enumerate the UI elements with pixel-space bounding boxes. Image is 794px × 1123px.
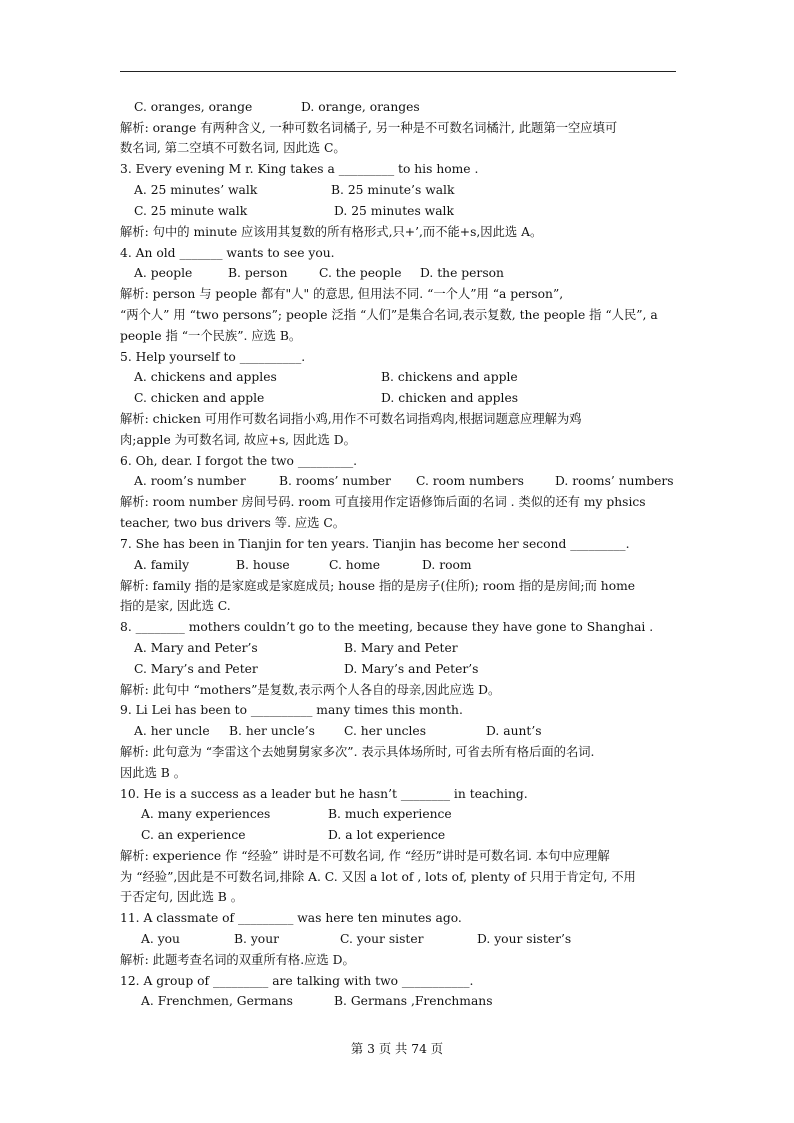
q8-stem: 8. ________ mothers couldn’t go to the meeting, because they have gone to Shanghai . (120, 620, 654, 634)
q11-explanation-line-1: 解析: 此题考查名词的双重所有格.应选 D。 (120, 953, 355, 967)
q11-option-a: A. you (141, 932, 180, 946)
q11-option-d: D. your sister’s (477, 932, 572, 946)
q10-option-b: B. much experience (328, 807, 452, 821)
q9-option-d: D. aunt’s (486, 724, 542, 738)
q5-option-a: A. chickens and apples (134, 370, 277, 384)
q10-explanation-line-2: 为 “经验”,因此是不可数名词,排除 A. C. 又因 a lot of , lots of, plenty of 只用于肯定句, 不用 (120, 870, 636, 884)
q10-option-c: C. an experience (141, 828, 246, 842)
q5-explanation-line-1: 解析: chicken 可用作可数名词指小鸡,用作不可数名词指鸡肉,根据词题意应理解为鸡 (120, 412, 582, 426)
q3-option-c: C. 25 minute walk (134, 204, 248, 218)
q9-option-b: B. her uncle’s (229, 724, 315, 738)
q6-explanation-line-2: teacher, two bus drivers 等. 应选 C。 (120, 516, 346, 530)
q7-stem: 7. She has been in Tianjin for ten years. Tianjin has become her second _________. (120, 537, 630, 551)
q10-stem: 10. He is a success as a leader but he hasn’t ________ in teaching. (120, 787, 528, 801)
q12-option-b: B. Germans ,Frenchmans (334, 994, 493, 1008)
q8-option-d: D. Mary’s and Peter’s (344, 662, 479, 676)
q2-explanation-line-1: 解析: orange 有两种含义, 一种可数名词橘子, 另一种是不可数名词橘汁, 此题第一空应填可 (120, 121, 618, 135)
q5-option-b: B. chickens and apple (381, 370, 518, 384)
q4-option-b: B. person (228, 266, 288, 280)
q4-explanation-line-3: people 指 “一个民族”. 应选 B。 (120, 329, 302, 343)
q4-explanation-line-2: “两个人” 用 “two persons”; people 泛指 “人们”是集合名词,表示复数, the people 指 “人民”, a (120, 308, 658, 322)
q7-option-d: D. room (422, 558, 472, 572)
page-footer: 第 3 页 共 74 页 (350, 1042, 444, 1056)
q8-option-c: C. Mary’s and Peter (134, 662, 258, 676)
q12-stem: 12. A group of _________ are talking with two ___________. (120, 974, 474, 988)
q11-stem: 11. A classmate of _________ was here ten minutes ago. (120, 911, 462, 925)
q8-option-a: A. Mary and Peter’s (134, 641, 258, 655)
q4-option-a: A. people (134, 266, 193, 280)
q10-option-a: A. many experiences (141, 807, 271, 821)
q7-option-a: A. family (134, 558, 190, 572)
q11-option-c: C. your sister (340, 932, 424, 946)
q6-option-a: A. room’s number (134, 474, 246, 488)
q11-option-b: B. your (234, 932, 280, 946)
q2-option-c: C. oranges, orange (134, 100, 253, 114)
q4-explanation-line-1: 解析: person 与 people 都有"人" 的意思, 但用法不同. “一个人”用 “a person”, (120, 287, 564, 301)
q8-option-b: B. Mary and Peter (344, 641, 458, 655)
q9-explanation-line-1: 解析: 此句意为 “李雷这个去她舅舅家多次”. 表示具体场所时, 可省去所有格后面的名词. (120, 745, 595, 759)
q5-stem: 5. Help yourself to __________. (120, 350, 306, 364)
q5-option-d: D. chicken and apples (381, 391, 519, 405)
q5-option-c: C. chicken and apple (134, 391, 265, 405)
q10-option-d: D. a lot experience (328, 828, 446, 842)
q3-explanation-line-1: 解析: 句中的 minute 应该用其复数的所有格形式,只+’,而不能+s,因此选 A。 (120, 225, 543, 239)
q4-option-c: C. the people (319, 266, 402, 280)
q6-stem: 6. Oh, dear. I forgot the two _________. (120, 454, 358, 468)
q8-explanation-line-1: 解析: 此句中 “mothers”是复数,表示两个人各自的母亲,因此应选 D。 (120, 683, 501, 697)
q7-explanation-line-2: 指的是家, 因此选 C. (120, 599, 231, 613)
q6-option-c: C. room numbers (416, 474, 524, 488)
q10-explanation-line-1: 解析: experience 作 “经验” 讲时是不可数名词, 作 “经历”讲时是可数名词. 本句中应理解 (120, 849, 610, 863)
q4-option-d: D. the person (420, 266, 504, 280)
q7-explanation-line-1: 解析: family 指的是家庭或是家庭成员; house 指的是房子(住所); room 指的是房间;而 home (120, 579, 636, 593)
q3-option-d: D. 25 minutes walk (334, 204, 454, 218)
q3-option-a: A. 25 minutes’ walk (134, 183, 258, 197)
q2-option-d: D. orange, oranges (301, 100, 420, 114)
q5-explanation-line-2: 肉;apple 为可数名词, 故应+s, 因此选 D。 (120, 433, 356, 447)
q9-option-c: C. her uncles (344, 724, 427, 738)
q2-explanation-line-2: 数名词, 第二空填不可数名词, 因此选 C。 (120, 141, 346, 155)
q7-option-c: C. home (329, 558, 381, 572)
header-rule (120, 71, 676, 72)
q3-stem: 3. Every evening M r. King takes a _________ to his home . (120, 162, 479, 176)
q10-explanation-line-3: 于否定句, 因此选 B 。 (120, 890, 244, 904)
q3-option-b: B. 25 minute’s walk (331, 183, 455, 197)
q7-option-b: B. house (236, 558, 290, 572)
q9-option-a: A. her uncle (134, 724, 210, 738)
q9-explanation-line-2: 因此选 B 。 (120, 766, 187, 780)
q9-stem: 9. Li Lei has been to __________ many times this month. (120, 703, 463, 717)
q6-option-b: B. rooms’ number (279, 474, 391, 488)
q12-option-a: A. Frenchmen, Germans (141, 994, 293, 1008)
q6-explanation-line-1: 解析: room number 房间号码. room 可直接用作定语修饰后面的名词 . 类似的还有 my phsics (120, 495, 646, 509)
q6-option-d: D. rooms’ numbers (555, 474, 674, 488)
q4-stem: 4. An old _______ wants to see you. (120, 246, 335, 260)
